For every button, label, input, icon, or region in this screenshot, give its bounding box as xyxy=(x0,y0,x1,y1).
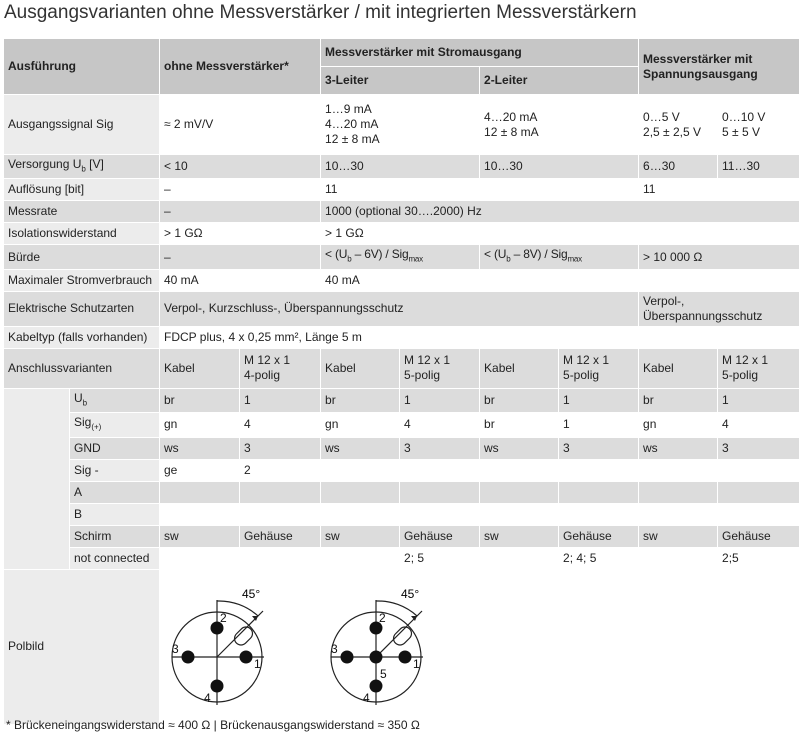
pin-cell: 3 xyxy=(718,437,800,459)
anschluss-col-3-b: M 12 x 1 5-polig xyxy=(559,348,639,388)
anschluss-col-1-a: Kabel xyxy=(160,348,240,388)
pin-cell xyxy=(400,459,480,481)
pin-cell: 3 xyxy=(400,437,480,459)
connector-5pin-label: 3 xyxy=(331,641,338,656)
connector-5pin-pin xyxy=(341,650,354,663)
pin-cell xyxy=(639,547,718,569)
label-anschlussvarianten: Anschlussvarianten xyxy=(4,348,160,388)
pin-cell: sw xyxy=(321,525,400,547)
connector-4pin-arrow xyxy=(252,616,258,621)
pin-cell: 2; 4; 5 xyxy=(559,547,639,569)
pin-cell: ws xyxy=(160,437,240,459)
polbild-empty xyxy=(480,569,800,724)
connector-4pin-label: 4 xyxy=(204,690,211,705)
connector-5pin-pin xyxy=(399,650,412,663)
label-stromverbrauch: Maximaler Stromverbrauch xyxy=(4,269,160,291)
pin-cell xyxy=(559,503,639,525)
pin-row-sig-minus xyxy=(4,459,800,481)
header-spannung: Messverstärker mit Spannungsausgang xyxy=(639,39,800,95)
pin-cell: gn xyxy=(321,413,400,437)
connector-4pin-pin xyxy=(240,650,253,663)
row-stromverbrauch xyxy=(4,269,800,291)
pin-cell xyxy=(321,481,400,503)
header-strom: Messverstärker mit Stromausgang xyxy=(321,39,639,67)
row-polbild xyxy=(4,569,800,724)
isolation-ohne: > 1 GΩ xyxy=(160,223,321,245)
pin-cell: 1 xyxy=(559,388,639,412)
pin-cell: br xyxy=(321,388,400,412)
label-isolation: Isolationswiderstand xyxy=(4,223,160,245)
spec-table xyxy=(3,38,800,725)
pin-cell: ws xyxy=(480,437,559,459)
pin-cell xyxy=(639,481,718,503)
anschluss-col-4-a: Kabel xyxy=(639,348,718,388)
label-ausgangssignal: Ausgangssignal Sig xyxy=(4,95,160,155)
pin-cell: 4 xyxy=(718,413,800,437)
pin-cell: br xyxy=(639,388,718,412)
pin-cell: 1 xyxy=(718,388,800,412)
anschluss-col-3-a: Kabel xyxy=(480,348,559,388)
connector-5pin-pin xyxy=(370,650,383,663)
pin-row-gnd xyxy=(4,437,800,459)
buerde-3-leiter: < $(U_b - 6V) / Sig_{max}$ xyxy=(321,245,480,269)
label-polbild: Polbild xyxy=(4,569,160,724)
connector-5pin-label: 5 xyxy=(380,666,387,681)
pin-cell xyxy=(321,547,400,569)
pin-name-sig-minus: Sig - xyxy=(70,459,160,481)
pin-cell xyxy=(321,503,400,525)
connector-4pin-pin xyxy=(182,650,195,663)
connector-4pin-angle-label: 45° xyxy=(242,586,261,601)
pin-cell: Gehäuse xyxy=(240,525,321,547)
pin-cell xyxy=(639,459,718,481)
pin-cell xyxy=(160,481,240,503)
pin-row-not-connected xyxy=(4,547,800,569)
label-kabeltyp: Kabeltyp (falls vorhanden) xyxy=(4,326,160,348)
pin-rows-spacer xyxy=(4,388,70,569)
row-aufloesung xyxy=(4,179,800,201)
messrate-mit: 1000 (optional 30….2000) Hz xyxy=(321,201,800,223)
aufloesung-spannung: 11 xyxy=(639,179,800,201)
connector-5pin-diagram xyxy=(321,570,481,720)
pin-cell: ws xyxy=(321,437,400,459)
pin-cell xyxy=(160,503,240,525)
buerde-2-leiter: < $(U_b - 8V) / Sig_{max}$ xyxy=(480,245,639,269)
label-messrate: Messrate xyxy=(4,201,160,223)
pin-cell: br xyxy=(480,413,559,437)
pin-cell xyxy=(639,503,718,525)
pin-name-gnd: GND xyxy=(70,437,160,459)
pin-cell xyxy=(480,547,559,569)
row-ausgangssignal xyxy=(4,95,800,155)
connector-5pin-pin xyxy=(370,679,383,692)
footnote: * Brückeneingangswiderstand ≈ 400 Ω | Brückenausgangswiderstand ≈ 350 Ω xyxy=(6,718,420,732)
anschluss-col-4-b: M 12 x 1 5-polig xyxy=(718,348,800,388)
pin-name-sig-plus: Sig$_{(+)}$ xyxy=(70,413,160,437)
pin-cell xyxy=(480,459,559,481)
label-versorgung: Versorgung $U_b$ [V] xyxy=(4,155,160,179)
pin-row-sig-plus xyxy=(4,413,800,437)
pin-cell xyxy=(240,547,321,569)
isolation-mit: > 1 GΩ xyxy=(321,223,800,245)
aufloesung-strom: 11 xyxy=(321,179,639,201)
pin-cell: 2 xyxy=(240,459,321,481)
connector-5pin-label: 2 xyxy=(379,610,386,625)
pin-cell xyxy=(718,503,800,525)
pin-row-a xyxy=(4,481,800,503)
schutzarten-strom: Verpol-, Kurzschluss-, Überspannungsschutz xyxy=(160,291,639,326)
pin-name-ub: $U_b$ xyxy=(70,388,160,412)
pin-row-ub xyxy=(4,388,800,412)
pin-name-schirm: Schirm xyxy=(70,525,160,547)
row-buerde xyxy=(4,245,800,269)
versorgung-3-leiter: 10…30 xyxy=(321,155,480,179)
ausgangssignal-spannung-1: 0…5 V 2,5 ± 2,5 V xyxy=(639,95,718,155)
kabeltyp-value: FDCP plus, 4 x 0,25 mm², Länge 5 m xyxy=(160,326,800,348)
aufloesung-ohne: – xyxy=(160,179,321,201)
pin-cell xyxy=(160,547,240,569)
connector-5pin-label: 1 xyxy=(413,656,420,671)
pin-cell: sw xyxy=(639,525,718,547)
pin-cell: 1 xyxy=(559,413,639,437)
messrate-ohne: – xyxy=(160,201,321,223)
pin-cell xyxy=(480,481,559,503)
pin-cell: br xyxy=(480,388,559,412)
pin-cell: Gehäuse xyxy=(400,525,480,547)
pin-cell: ws xyxy=(639,437,718,459)
pin-cell: 1 xyxy=(240,388,321,412)
header-2-leiter: 2-Leiter xyxy=(480,67,639,95)
stromverbrauch-ohne: 40 mA xyxy=(160,269,321,291)
pin-cell: sw xyxy=(480,525,559,547)
polbild-5pin-cell xyxy=(321,569,480,724)
header-row-1 xyxy=(4,39,800,67)
connector-4pin-label: 2 xyxy=(220,610,227,625)
polbild-4pin-cell xyxy=(160,569,321,724)
pin-cell: 2;5 xyxy=(718,547,800,569)
pin-cell xyxy=(400,503,480,525)
row-anschlussvarianten xyxy=(4,348,800,388)
pin-cell xyxy=(321,459,400,481)
connector-5pin-angle-label: 45° xyxy=(401,586,420,601)
pin-cell: ge xyxy=(160,459,240,481)
pin-cell: Gehäuse xyxy=(559,525,639,547)
stromverbrauch-mit: 40 mA xyxy=(321,269,800,291)
versorgung-spannung-1: 6…30 xyxy=(639,155,718,179)
pin-cell xyxy=(718,481,800,503)
connector-4pin-pin xyxy=(211,679,224,692)
row-isolation xyxy=(4,223,800,245)
pin-cell xyxy=(559,481,639,503)
pin-cell: Gehäuse xyxy=(718,525,800,547)
row-versorgung xyxy=(4,155,800,179)
pin-cell: 3 xyxy=(240,437,321,459)
pin-cell xyxy=(240,503,321,525)
page-title: Ausgangsvarianten ohne Messverstärker / mit integrierten Messverstärkern xyxy=(4,2,637,23)
pin-cell: gn xyxy=(639,413,718,437)
ausgangssignal-spannung-2: 0…10 V 5 ± 5 V xyxy=(718,95,800,155)
pin-cell: 2; 5 xyxy=(400,547,480,569)
label-buerde: Bürde xyxy=(4,245,160,269)
header-ohne: ohne Messverstärker* xyxy=(160,39,321,95)
schutzarten-spannung: Verpol-, Überspannungsschutz xyxy=(639,291,800,326)
pin-cell xyxy=(718,459,800,481)
row-schutzarten xyxy=(4,291,800,326)
row-messrate xyxy=(4,201,800,223)
label-schutzarten: Elektrische Schutzarten xyxy=(4,291,160,326)
buerde-spannung: > 10 000 Ω xyxy=(639,245,800,269)
pin-row-schirm xyxy=(4,525,800,547)
connector-4pin-label: 3 xyxy=(172,641,179,656)
pin-cell xyxy=(480,503,559,525)
pin-name-b: B xyxy=(70,503,160,525)
ausgangssignal-ohne: ≈ 2 mV/V xyxy=(160,95,321,155)
pin-name-a: A xyxy=(70,481,160,503)
pin-cell xyxy=(240,481,321,503)
ausgangssignal-3-leiter: 1…9 mA 4…20 mA 12 ± 8 mA xyxy=(321,95,480,155)
label-aufloesung: Auflösung [bit] xyxy=(4,179,160,201)
header-3-leiter: 3-Leiter xyxy=(321,67,480,95)
header-ausfuehrung: Ausführung xyxy=(4,39,160,95)
connector-5pin-arrow xyxy=(411,616,417,621)
connector-5pin-label: 4 xyxy=(363,690,370,705)
versorgung-ohne: < 10 xyxy=(160,155,321,179)
pin-cell: 1 xyxy=(400,388,480,412)
pin-row-b xyxy=(4,503,800,525)
versorgung-spannung-2: 11…30 xyxy=(718,155,800,179)
connector-4pin-label: 1 xyxy=(254,656,261,671)
anschluss-col-2-a: Kabel xyxy=(321,348,400,388)
pin-cell: sw xyxy=(160,525,240,547)
pin-cell: gn xyxy=(160,413,240,437)
pin-cell: 4 xyxy=(240,413,321,437)
buerde-ohne: – xyxy=(160,245,321,269)
anschluss-col-2-b: M 12 x 1 5-polig xyxy=(400,348,480,388)
pin-cell: br xyxy=(160,388,240,412)
pin-cell xyxy=(400,481,480,503)
versorgung-2-leiter: 10…30 xyxy=(480,155,639,179)
pin-cell: 4 xyxy=(400,413,480,437)
ausgangssignal-2-leiter: 4…20 mA 12 ± 8 mA xyxy=(480,95,639,155)
pin-name-not-connected: not connected xyxy=(70,547,160,569)
row-kabeltyp xyxy=(4,326,800,348)
anschluss-col-1-b: M 12 x 1 4-polig xyxy=(240,348,321,388)
pin-cell: 3 xyxy=(559,437,639,459)
connector-4pin-diagram xyxy=(160,570,318,720)
pin-cell xyxy=(559,459,639,481)
